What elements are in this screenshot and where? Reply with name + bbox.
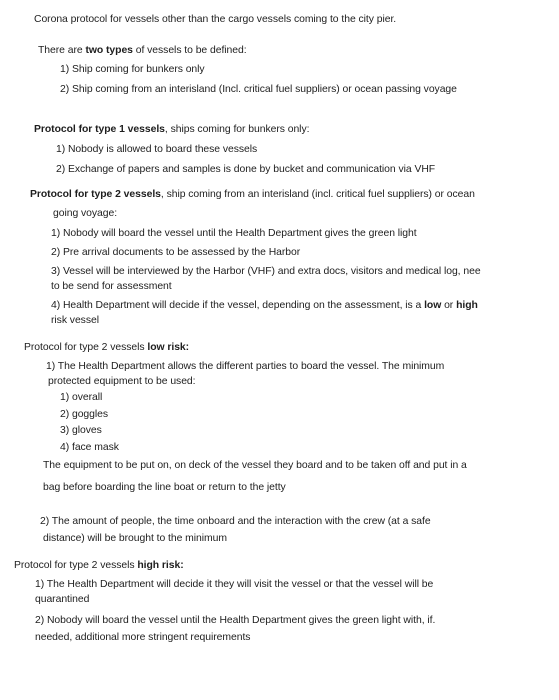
- low-risk-item-1-cont: protected equipment to be used:: [48, 376, 196, 387]
- low-risk-item-1: 1) The Health Department allows the different parties to board the vessel. The minimum: [46, 361, 445, 372]
- type2-item-1: 1) Nobody will board the vessel until the Health Department gives the green light: [51, 228, 417, 239]
- intro-item-2: 2) Ship coming from an interisland (Incl. critical fuel suppliers) or ocean passing voyage: [60, 84, 457, 95]
- equipment-note: The equipment to be put on, on deck of the vessel they board and to be taken off and put in a: [43, 460, 467, 471]
- type2-item-4: 4) Health Department will decide if the vessel, depending on the assessment, is a low or high: [51, 300, 478, 311]
- intro-item-1: 1) Ship coming for bunkers only: [60, 64, 205, 75]
- type2-heading-cont: going voyage:: [53, 208, 118, 219]
- low-risk-item-2-cont: distance) will be brought to the minimum: [43, 533, 227, 544]
- type1-item-2: 2) Exchange of papers and samples is done by bucket and communication via VHF: [56, 164, 436, 175]
- type2-item-3-cont: to be send for assessment: [51, 281, 172, 292]
- type2-heading: Protocol for type 2 vessels, ship coming from an interisland (incl. critical fuel suppliers) or ocean: [30, 189, 475, 200]
- type2-item-2: 2) Pre arrival documents to be assessed by the Harbor: [51, 247, 301, 258]
- type1-heading: Protocol for type 1 vessels, ships coming for bunkers only:: [34, 124, 310, 135]
- equipment-item-overall: 1) overall: [60, 392, 103, 403]
- intro-text: There are two types of vessels to be defined:: [38, 45, 247, 56]
- high-risk-item-1: 1) The Health Department will decide it they will visit the vessel or that the vessel will be: [35, 579, 434, 590]
- low-risk-heading: Protocol for type 2 vessels low risk:: [24, 342, 190, 353]
- high-risk-item-2: 2) Nobody will board the vessel until the Health Department gives the green light with, if.: [35, 615, 436, 626]
- type2-item-4-cont: risk vessel: [51, 315, 99, 326]
- high-risk-item-2-cont: needed, additional more stringent requirements: [35, 632, 251, 643]
- low-risk-item-2: 2) The amount of people, the time onboard and the interaction with the crew (at a safe: [40, 516, 431, 527]
- equipment-item-gloves: 3) gloves: [60, 425, 102, 436]
- type2-item-3: 3) Vessel will be interviewed by the Harbor (VHF) and extra docs, visitors and medical log, nee: [51, 266, 481, 277]
- equipment-item-face-mask: 4) face mask: [60, 442, 119, 453]
- equipment-note-cont: bag before boarding the line boat or return to the jetty: [43, 482, 286, 493]
- type1-item-1: 1) Nobody is allowed to board these vessels: [56, 144, 258, 155]
- equipment-item-goggles: 2) goggles: [60, 409, 109, 420]
- high-risk-item-1-cont: quarantined: [35, 594, 90, 605]
- high-risk-heading: Protocol for type 2 vessels high risk:: [14, 560, 184, 571]
- document-title: Corona protocol for vessels other than the cargo vessels coming to the city pier.: [34, 14, 397, 25]
